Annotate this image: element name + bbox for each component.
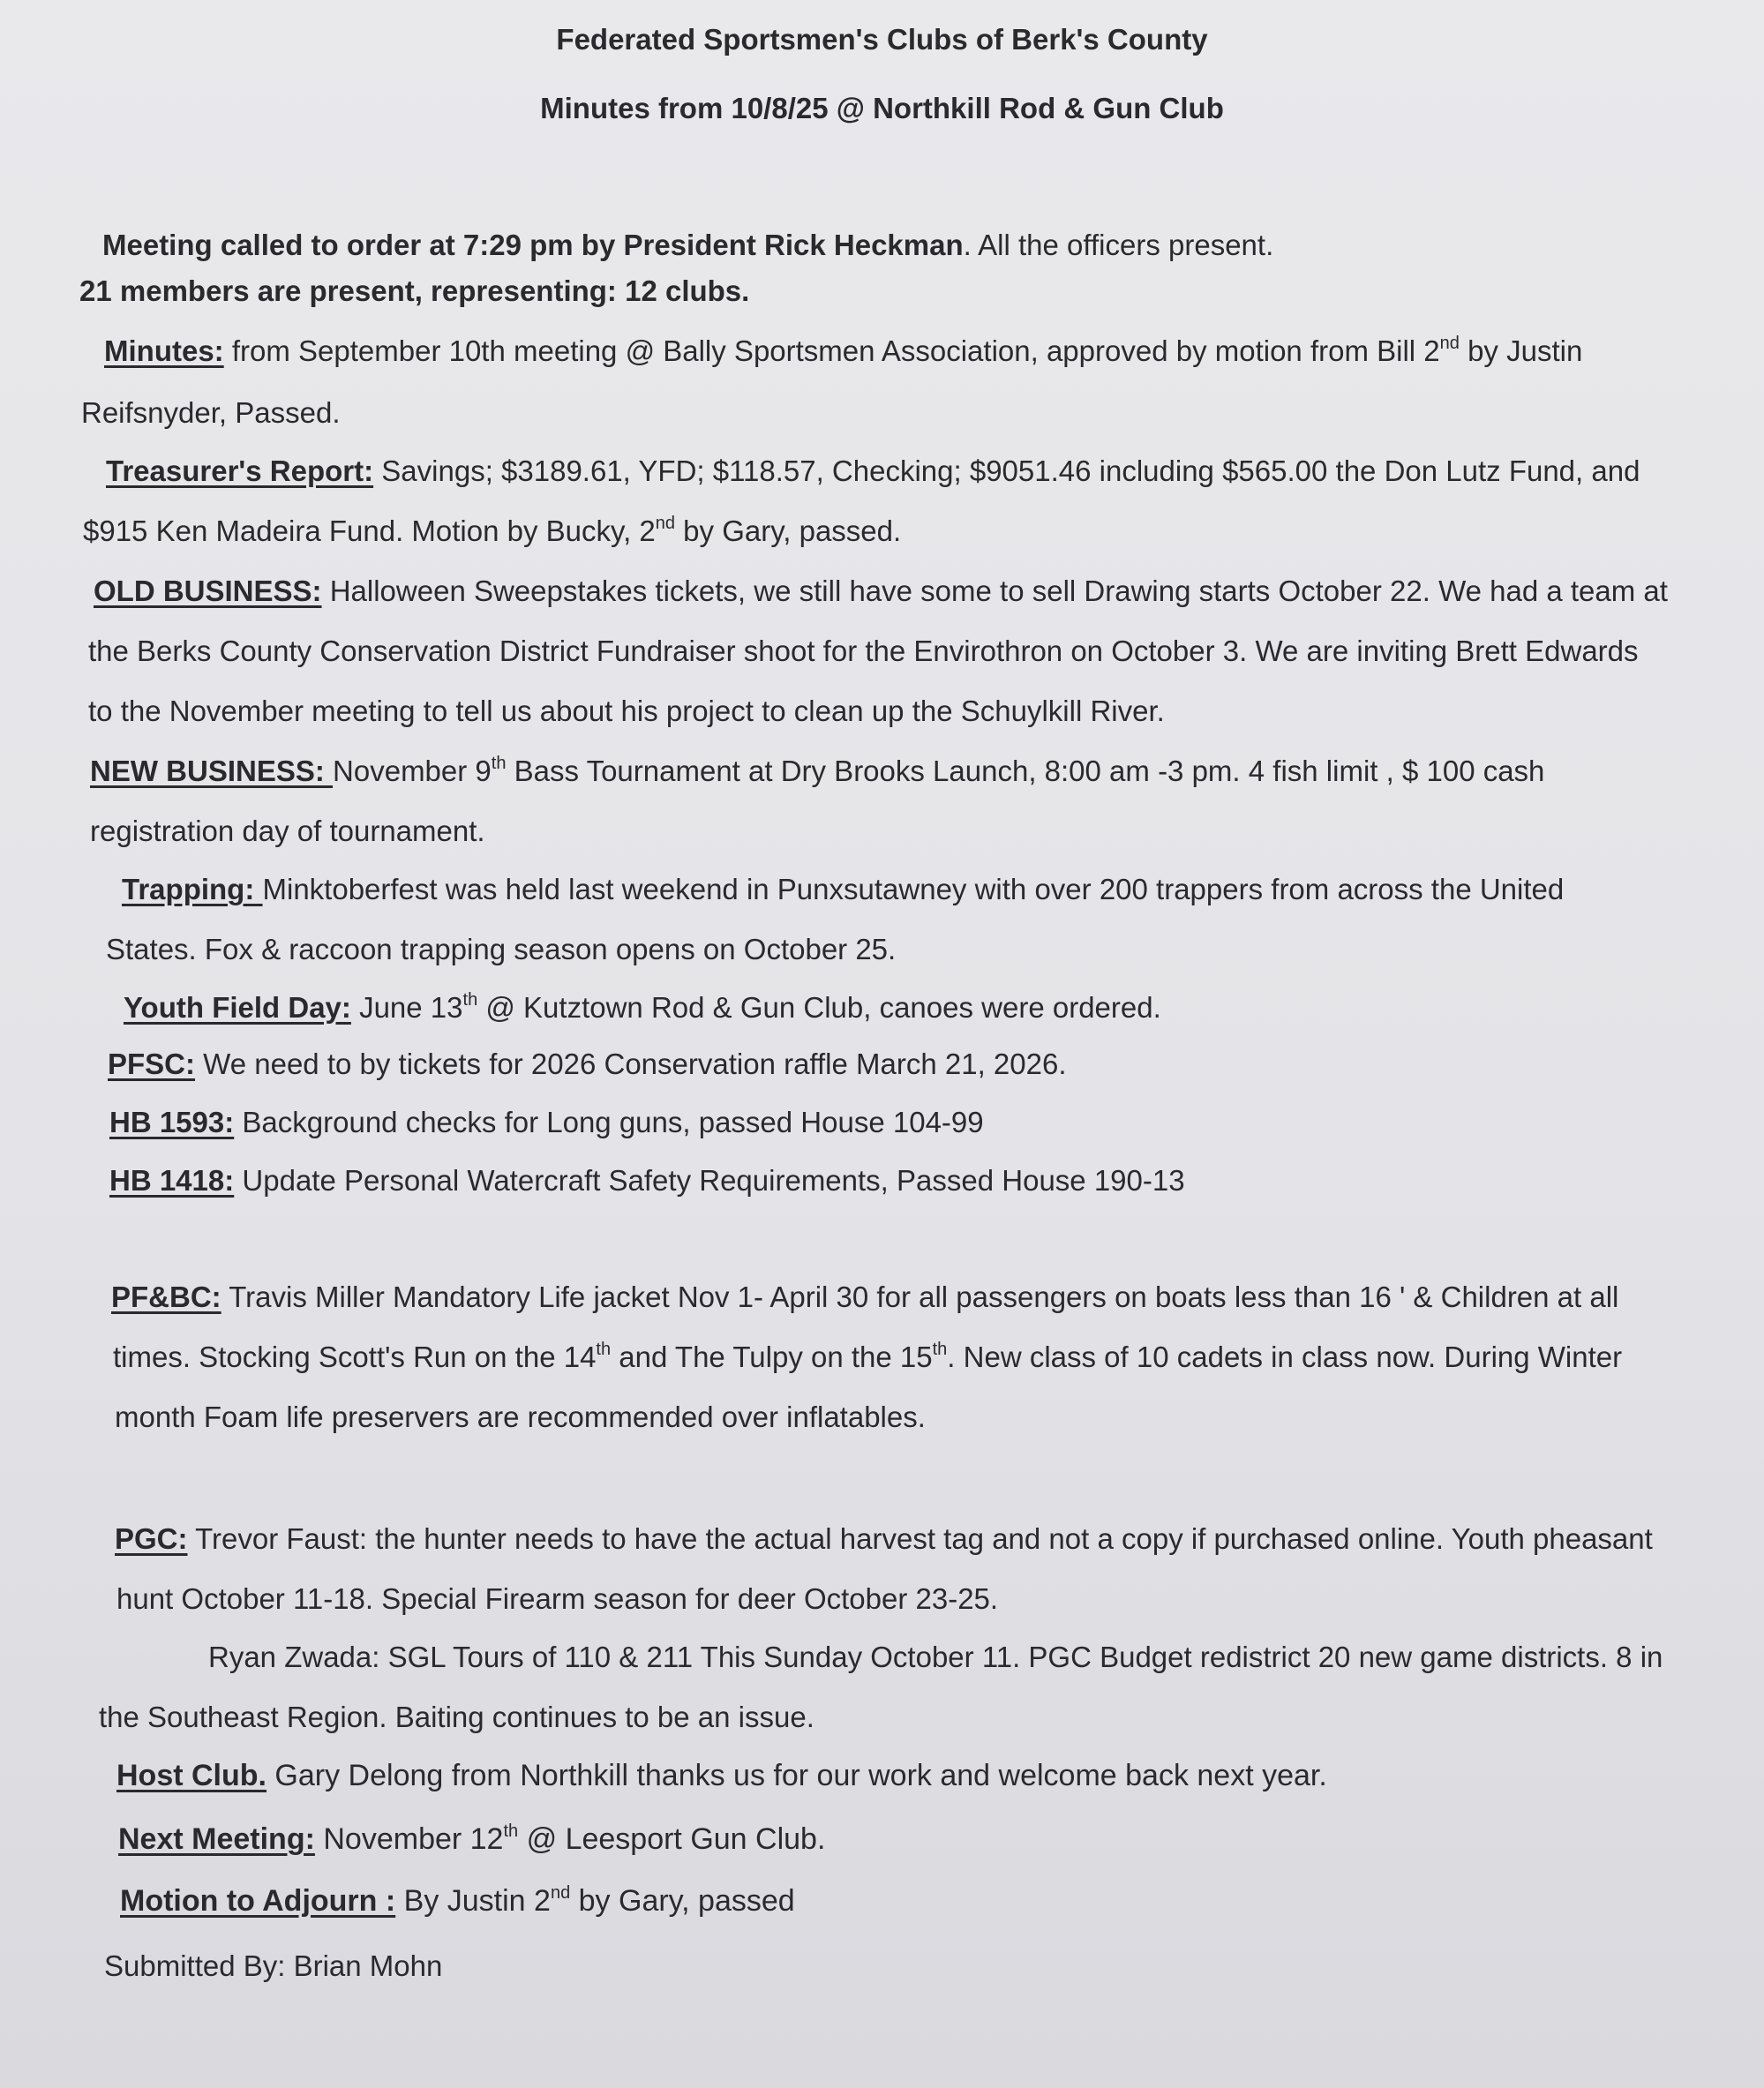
hb1418-label: HB 1418: — [109, 1164, 235, 1197]
new-business-sup: th — [491, 754, 507, 773]
document-subtitle: Minutes from 10/8/25 @ Northkill Rod & Gun Club — [540, 92, 1224, 124]
next-meeting-text-b: @ Leesport Gun Club. — [518, 1822, 826, 1856]
adjourn-text-a: By Justin 2 — [395, 1884, 551, 1918]
minutes-line-1 — [104, 334, 1582, 369]
minutes-sup: nd — [1439, 334, 1460, 353]
pgc-text: Trevor Faust: the hunter needs to have the actual harvest tag and not a copy if purchased online. Youth pheasant — [187, 1522, 1653, 1555]
pgc-label: PGC: — [115, 1522, 188, 1555]
minutes-text-b: by Justin — [1459, 334, 1583, 367]
treasurer-text: Savings; $3189.61, YFD; $118.57, Checking; $9051.46 including $565.00 the Don Lutz Fund, and — [373, 454, 1640, 487]
pgc-line-1 — [115, 1521, 1653, 1557]
old-business-line-1 — [94, 574, 1668, 609]
youth-sup: th — [462, 990, 478, 1010]
hb1418-text: Update Personal Watercraft Safety Requirements, Passed House 190-13 — [234, 1164, 1185, 1197]
new-business-text-a: November 9 — [333, 755, 492, 787]
host-club-text: Gary Delong from Northkill thanks us for our work and welcome back next year. — [266, 1759, 1327, 1792]
pfbc-text-a: times. Stocking Scott's Run on the 14 — [113, 1341, 597, 1373]
hb1593-label: HB 1593: — [109, 1106, 235, 1138]
hb1593-text: Background checks for Long guns, passed House 104-99 — [234, 1106, 984, 1138]
pfbc-line-2 — [113, 1340, 1622, 1375]
pfbc-label: PF&BC: — [111, 1281, 221, 1313]
hb1418-line — [109, 1163, 1185, 1198]
pfsc-label: PFSC: — [108, 1048, 195, 1080]
new-business-text-b: Bass Tournament at Dry Brooks Launch, 8:00 am -3 pm. 4 fish limit , $ 100 cash — [506, 755, 1545, 787]
pfbc-text-c: . New class of 10 cadets in class now. During Winter — [947, 1341, 1623, 1373]
adjourn-label: Motion to Adjourn : — [120, 1884, 396, 1918]
trapping-text: Minktoberfest was held last weekend in Punxsutawney with over 200 trappers from across the United — [262, 873, 1565, 905]
pfbc-line-1 — [111, 1280, 1618, 1315]
treasurer-text-b: by Gary, passed. — [675, 514, 902, 547]
old-business-line-2: the Berks County Conservation District Fundraiser shoot for the Envirothron on October 3. We are inviting Brett Edwards — [88, 635, 1639, 667]
trapping-line-2: States. Fox & raccoon trapping season opens on October 25. — [106, 933, 897, 965]
treasurer-line-2 — [83, 514, 901, 549]
trapping-line-1 — [122, 872, 1564, 907]
pfsc-line — [108, 1047, 1067, 1082]
pgc-line-2: hunt October 11-18. Special Firearm season for deer October 23-25. — [116, 1582, 999, 1615]
next-meeting-line — [118, 1821, 825, 1857]
youth-text-a: June 13 — [350, 991, 463, 1024]
submitted-by: Submitted By: Brian Mohn — [104, 1949, 443, 1982]
next-meeting-sup: th — [503, 1821, 519, 1841]
next-meeting-label: Next Meeting: — [118, 1822, 315, 1856]
attendance: 21 members are present, representing: 12 clubs. — [79, 274, 750, 307]
call-to-order-rest: . All the officers present. — [963, 229, 1274, 261]
new-business-label: NEW BUSINESS: — [90, 755, 334, 787]
youth-text-b: @ Kutztown Rod & Gun Club, canoes were ordered. — [477, 991, 1161, 1024]
adjourn-text-b: by Gary, passed — [570, 1884, 795, 1918]
treasurer-label: Treasurer's Report: — [106, 454, 374, 487]
new-business-line-1 — [90, 754, 1544, 789]
hb1593-line — [109, 1105, 984, 1140]
minutes-line-2: Reifsnyder, Passed. — [81, 396, 341, 429]
old-business-text: Halloween Sweepstakes tickets, we still have some to sell Drawing starts October 22. We had a team at — [321, 575, 1668, 607]
old-business-line-3: to the November meeting to tell us about his project to clean up the Schuylkill River. — [88, 695, 1165, 727]
call-to-order — [102, 228, 1273, 263]
minutes-text-a: from September 10th meeting @ Bally Sportsmen Association, approved by motion from Bill 2 — [223, 334, 1440, 367]
youth-field-day-label: Youth Field Day: — [124, 991, 351, 1024]
adjourn-sup: nd — [550, 1882, 571, 1903]
pfbc-text-b: and The Tulpy on the 15 — [611, 1341, 933, 1373]
pfbc-sup-1: th — [596, 1340, 612, 1359]
pfsc-text: We need to by tickets for 2026 Conservation raffle March 21, 2026. — [195, 1048, 1067, 1080]
pfbc-line-3: month Foam life preservers are recommended over inflatables. — [115, 1401, 926, 1433]
pfbc-text: Travis Miller Mandatory Life jacket Nov 1- April 30 for all passengers on boats less than 16 ' & Children at all — [221, 1281, 1619, 1313]
document-title: Federated Sportsmen's Clubs of Berk's County — [556, 23, 1208, 56]
adjourn-line — [120, 1883, 795, 1919]
trapping-label: Trapping: — [122, 873, 263, 905]
pgc-line-4: the Southeast Region. Baiting continues to be an issue. — [99, 1701, 814, 1733]
treasurer-sup: nd — [655, 514, 676, 533]
pfbc-sup-2: th — [932, 1340, 948, 1359]
minutes-label: Minutes: — [104, 334, 224, 367]
pgc-line-3: Ryan Zwada: SGL Tours of 110 & 211 This Sunday October 11. PGC Budget redistrict 20 new game districts. 8 in — [208, 1641, 1663, 1673]
host-club-label: Host Club. — [116, 1759, 266, 1792]
next-meeting-text-a: November 12 — [314, 1822, 504, 1856]
treasurer-text-a: $915 Ken Madeira Fund. Motion by Bucky, 2 — [83, 514, 656, 547]
youth-field-day-line — [124, 990, 1161, 1025]
host-club-line — [116, 1758, 1327, 1793]
treasurer-line-1 — [106, 454, 1640, 489]
new-business-line-2: registration day of tournament. — [90, 815, 485, 847]
call-to-order-bold: Meeting called to order at 7:29 pm by President Rick Heckman — [102, 229, 964, 261]
old-business-label: OLD BUSINESS: — [94, 575, 322, 607]
